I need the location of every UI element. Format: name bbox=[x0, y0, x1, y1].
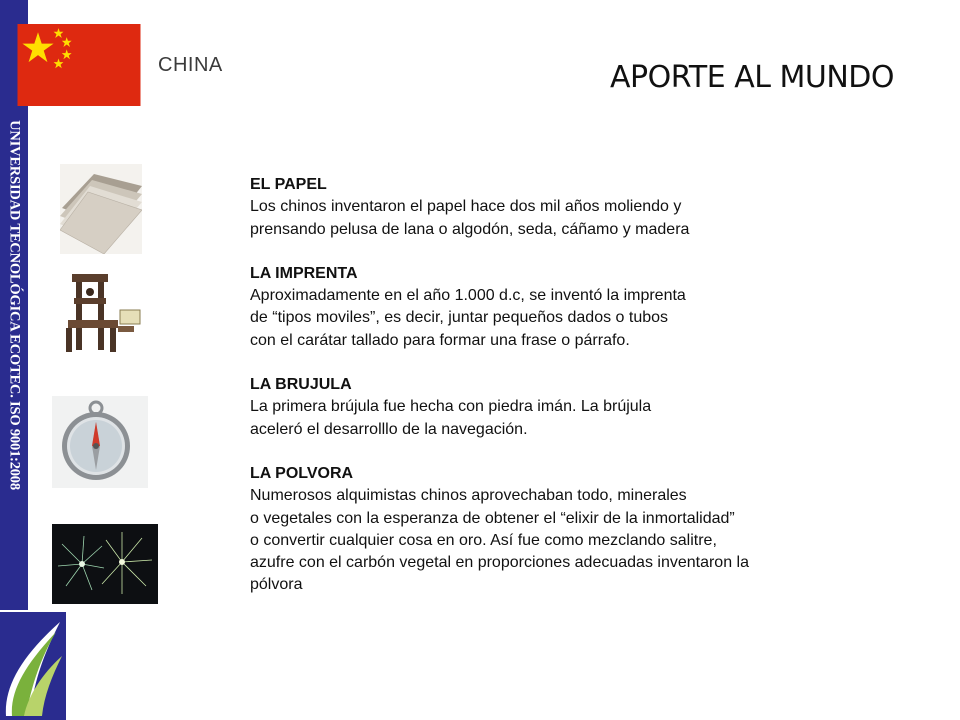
compass-image bbox=[52, 396, 148, 488]
page-title: APORTE AL MUNDO bbox=[610, 60, 894, 95]
section-text-line: aceleró el desarrolllo de la navegación. bbox=[250, 420, 528, 438]
section-heading: LA IMPRENTA bbox=[250, 264, 358, 282]
section-text-line: prensando pelusa de lana o algodón, seda, cáñamo y madera bbox=[250, 220, 690, 238]
section-text-line: Numerosos alquimistas chinos aprovechaban todo, minerales bbox=[250, 487, 687, 505]
section-text-line: pólvora bbox=[250, 576, 303, 594]
fireworks-image bbox=[52, 524, 158, 604]
country-label: CHINA bbox=[158, 54, 223, 76]
printing-press-image bbox=[58, 270, 146, 364]
section-text-line: o vegetales con la esperanza de obtener el “elixir de la inmortalidad” bbox=[250, 509, 735, 527]
section-compass bbox=[250, 374, 890, 441]
section-text-line: La primera brújula fue hecha con piedra imán. La brújula bbox=[250, 398, 652, 416]
university-logo bbox=[0, 612, 66, 720]
section-text-line: Aproximadamente en el año 1.000 d.c, se inventó la imprenta bbox=[250, 287, 686, 305]
section-gunpowder bbox=[250, 463, 890, 597]
section-text-line: con el carátar tallado para formar una frase o párrafo. bbox=[250, 331, 630, 349]
section-paper bbox=[250, 174, 890, 241]
paper-sheets-image bbox=[60, 164, 142, 254]
section-text-line: Los chinos inventaron el papel hace dos mil años moliendo y bbox=[250, 198, 682, 216]
section-heading: LA POLVORA bbox=[250, 464, 354, 482]
section-heading: EL PAPEL bbox=[250, 176, 327, 193]
contributions-list bbox=[250, 174, 890, 619]
section-text-line: azufre con el carbón vegetal en proporciones adecuadas inventaron la bbox=[250, 554, 749, 572]
china-flag-image bbox=[16, 24, 142, 106]
section-printing-press bbox=[250, 263, 890, 352]
section-text-line: de “tipos moviles”, es decir, juntar pequeños dados o tubos bbox=[250, 309, 669, 327]
university-name: UNIVERSIDAD TECNOLÓGICA ECOTEC. ISO 9001:2008 bbox=[6, 120, 23, 490]
section-text-line: o convertir cualquier cosa en oro. Así fue como mezclando salitre, bbox=[250, 531, 717, 549]
section-heading: LA BRUJULA bbox=[250, 376, 352, 394]
